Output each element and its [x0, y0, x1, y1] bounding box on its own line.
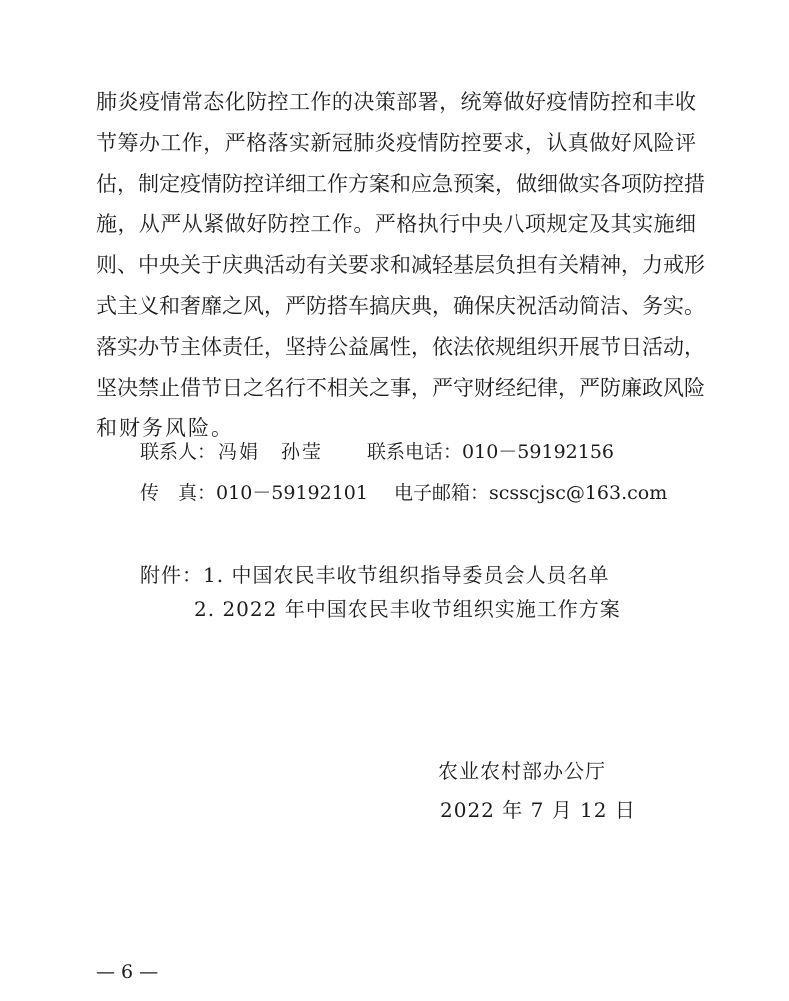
- body-line-1: 肺炎疫情常态化防控工作的决策部署，统筹做好疫情防控和丰收: [96, 90, 696, 114]
- attachment-row-1: [140, 560, 609, 590]
- page-number: — 6 —: [96, 961, 159, 983]
- body-text: [96, 82, 705, 449]
- body-line-8: 坚决禁止借节日之名行不相关之事，严守财经纪律，严防廉政风险: [96, 375, 705, 400]
- issue-date: 2022 年 7 月 12 日: [440, 798, 636, 822]
- body-line-4: 施，从严从紧做好防控工作。严格执行中央八项规定及其实施细: [96, 212, 696, 237]
- attachment-item-2: 2. 2022 年中国农民丰收节组织实施工作方案: [194, 597, 621, 621]
- issuing-office: 农业农村部办公厅: [438, 759, 606, 783]
- attachment-label: 附件：: [140, 563, 203, 587]
- contact-person-label: 联系人：: [140, 441, 217, 463]
- contact-fax-row: [140, 478, 667, 508]
- contact-person-names: 冯娟 孙莹: [218, 441, 324, 463]
- email-address: scsscjsc@163.com: [489, 482, 668, 504]
- body-line-2: 节筹办工作，严格落实新冠肺炎疫情防控要求，认真做好风险评: [96, 130, 696, 155]
- body-line-9: 和财务风险。: [96, 416, 234, 441]
- email-label: 电子邮箱：: [394, 482, 490, 504]
- fax-label: 传 真：: [140, 482, 217, 504]
- contact-person-row: [140, 437, 614, 467]
- fax-number: 010－59192101: [216, 482, 368, 504]
- attachment-item-1: 1. 中国农民丰收节组织指导委员会人员名单: [203, 563, 610, 587]
- contact-phone: 010－59192156: [462, 441, 615, 463]
- attachment-row-2: [194, 594, 621, 624]
- body-line-3: 估，制定疫情防控详细工作方案和应急预案，做细做实各项防控措: [96, 171, 705, 196]
- body-line-6: 式主义和奢靡之风，严防搭车搞庆典，确保庆祝活动简洁、务实。: [96, 293, 705, 318]
- contact-phone-label: 联系电话：: [367, 441, 463, 463]
- body-line-7: 落实办节主体责任，坚持公益属性，依法依规组织开展节日活动，: [96, 334, 705, 359]
- body-line-5: 则、中央关于庆典活动有关要求和减轻基层负担有关精神，力戒形: [96, 253, 705, 278]
